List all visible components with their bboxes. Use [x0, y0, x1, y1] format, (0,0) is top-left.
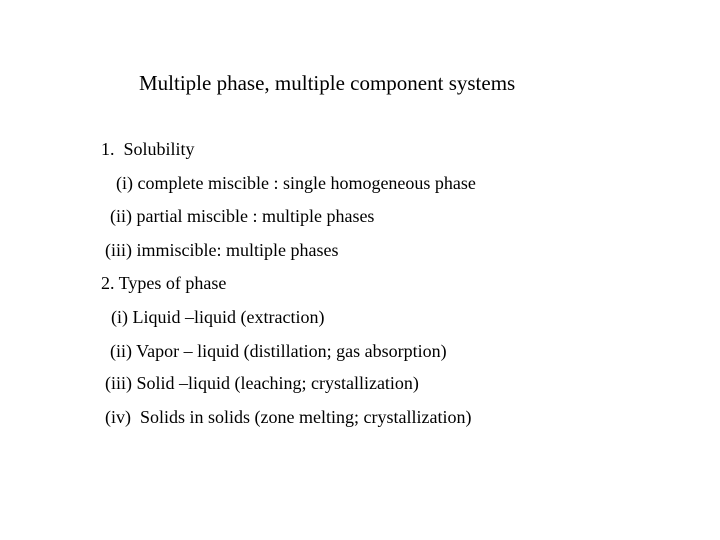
- slide-title: Multiple phase, multiple component systems: [139, 71, 516, 95]
- phase-type-item-4: (iv) Solids in solids (zone melting; crystallization): [105, 407, 472, 427]
- phase-type-item-1: (i) Liquid –liquid (extraction): [111, 307, 325, 327]
- solubility-item-2: (ii) partial miscible : multiple phases: [110, 206, 375, 226]
- solubility-item-1: (i) complete miscible : single homogeneous phase: [116, 173, 476, 193]
- section-heading-types-of-phase: 2. Types of phase: [101, 273, 227, 293]
- solubility-item-3: (iii) immiscible: multiple phases: [105, 240, 339, 260]
- section-heading-solubility: 1. Solubility: [101, 139, 195, 159]
- phase-type-item-3: (iii) Solid –liquid (leaching; crystallization): [105, 373, 419, 393]
- phase-type-item-2: (ii) Vapor – liquid (distillation; gas absorption): [110, 341, 447, 361]
